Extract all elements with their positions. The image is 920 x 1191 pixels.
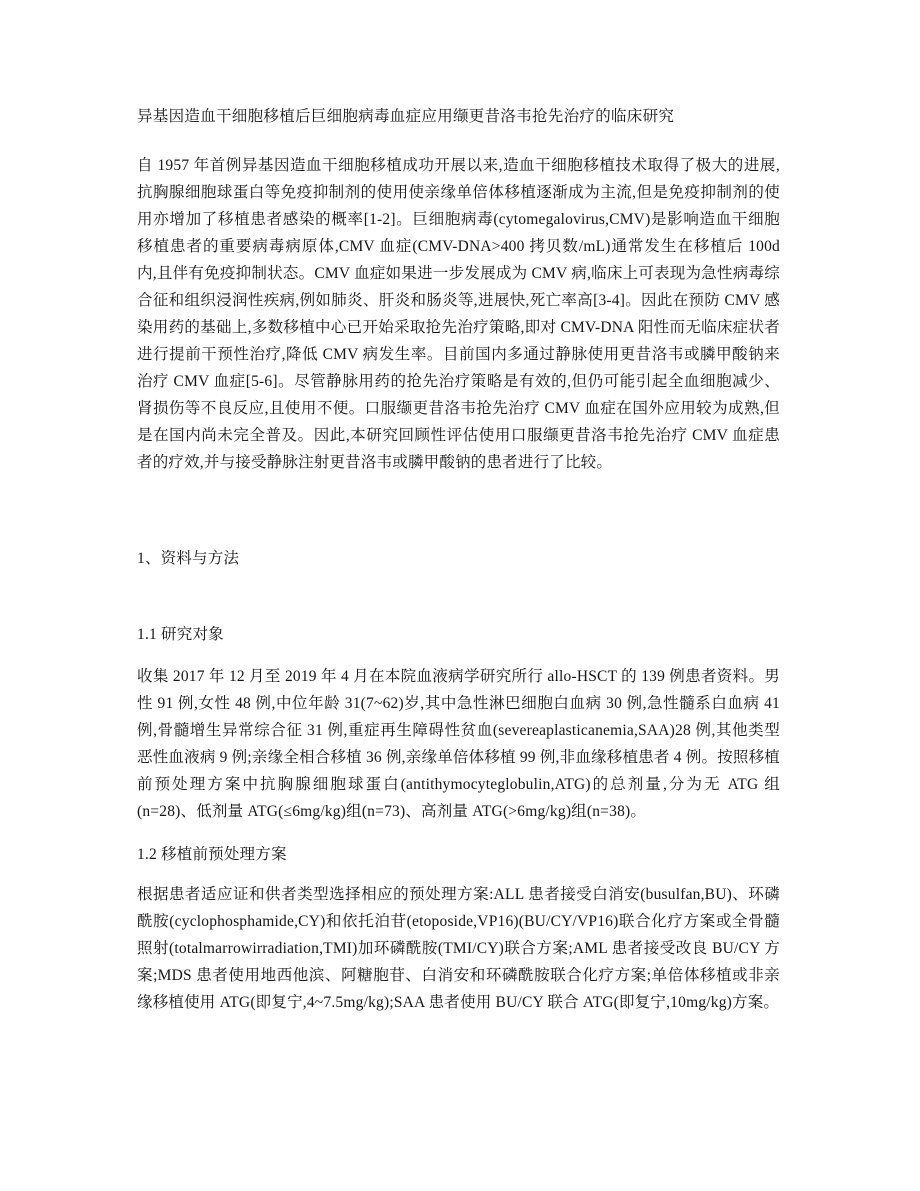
intro-paragraph: 自 1957 年首例异基因造血干细胞移植成功开展以来,造血干细胞移植技术取得了极大的进展,抗胸腺细胞球蛋白等免疫抑制剂的使用使亲缘单倍体移植逐渐成为主流,但是免疫抑制剂的使用亦增加了移植患者感染的概率[1-2]。巨细胞病毒(cytomegalovirus,CMV)是影响造血干细胞移植患者的重要病毒病原体,CMV 血症(CMV-DNA>400 拷贝数/mL)通常发生在移植后 100d 内,且伴有免疫抑制状态。CMV 血症如果进一步发展成为 CMV 病,临床上可表现为急性病毒综合征和组织浸润性疾病,例如肺炎、肝炎和肠炎等,进展快,死亡率高[3-4]。因此在预防 CMV 感染用药的基础上,多数移植中心已开始采取抢先治疗策略,即对 CMV-DNA 阳性而无临床症状者进行提前干预性治疗,降低 CMV 病发生率。目前国内多通过静脉使用更昔洛韦或膦甲酸钠来治疗 CMV 血症[5-6]。尽管静脉用药的抢先治疗策略是有效的,但仍可能引起全血细胞减少、肾损伤等不良反应,且使用不便。口服缬更昔洛韦抢先治疗 CMV 血症在国外应用较为成熟,但是在国内尚未完全普及。因此,本研究回顾性评估使用口服缬更昔洛韦抢先治疗 CMV 血症患者的疗效,并与接受静脉注射更昔洛韦或膦甲酸钠的患者进行了比较。 — [137, 157, 780, 471]
section-1-heading: 1、资料与方法 — [137, 550, 240, 567]
section-1-1-paragraph: 收集 2017 年 12 月至 2019 年 4 月在本院血液病学研究所行 allo-HSCT 的 139 例患者资料。男性 91 例,女性 48 例,中位年龄 31(7~62)岁,其中急性淋巴细胞白血病 30 例,急性髓系白血病 41 例,骨髓增生异常综合征 31 例,重症再生障碍性贫血(severeaplasticanemia,SAA)28 例,其他类型恶性血液病 9 例;亲缘全相合移植 36 例,亲缘单倍体移植 99 例,非血缘移植患者 4 例。按照移植前预处理方案中抗胸腺细胞球蛋白(antithymocyteglobulin,ATG)的总剂量,分为无 ATG 组(n=28)、低剂量 ATG(≤6mg/kg)组(n=73)、高剂量 ATG(>6mg/kg)组(n=38)。 — [137, 668, 780, 820]
section-1-2-heading: 1.2 移植前预处理方案 — [137, 846, 287, 863]
section-1-2-paragraph: 根据患者适应证和供者类型选择相应的预处理方案:ALL 患者接受白消安(busulfan,BU)、环磷酰胺(cyclophosphamide,CY)和依托泊苷(etoposide,VP16)(BU/CY/VP16)联合化疗方案或全骨髓照射(totalmarrowirradiation,TMI)加环磷酰胺(TMI/CY)联合方案;AML 患者接受改良 BU/CY 方案;MDS 患者使用地西他滨、阿糖胞苷、白消安和环磷酰胺联合化疗方案;单倍体移植或非亲缘移植使用 ATG(即复宁,4~7.5mg/kg);SAA 患者使用 BU/CY 联合 ATG(即复宁,10mg/kg)方案。 — [137, 886, 780, 1011]
section-1-1-heading: 1.1 研究对象 — [137, 626, 224, 643]
document-title: 异基因造血干细胞移植后巨细胞病毒血症应用缬更昔洛韦抢先治疗的临床研究 — [137, 108, 675, 125]
